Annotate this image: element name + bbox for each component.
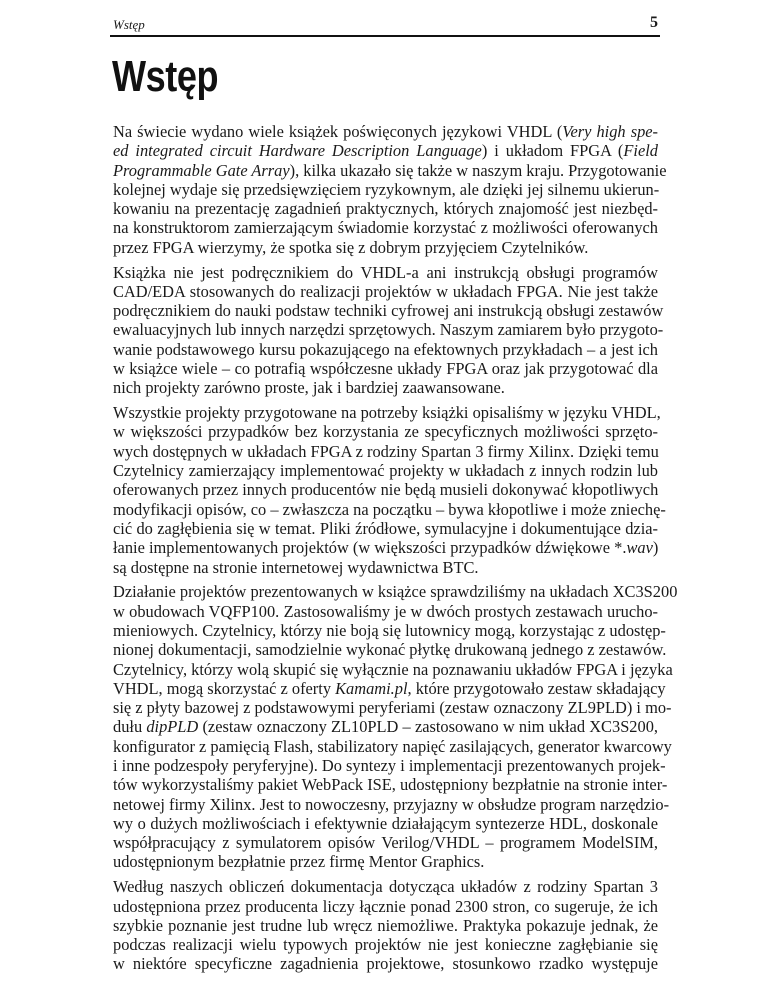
text-segment: ) xyxy=(652,538,659,558)
italic-text: ed integrated circuit Hardware Description Language xyxy=(113,141,482,161)
text-segment: przez FPGA wierzymy, że spotka się z dobrym przyjęciem Czytelników. xyxy=(113,237,589,257)
text-line xyxy=(113,218,658,237)
text-segment: współpracujący z symulatorem opisów Verilog/VHDL – programem ModelSIM, xyxy=(113,833,658,853)
text-segment: dułu xyxy=(113,717,147,737)
text-segment: CAD/EDA stosowanych do realizacji projektów w układach FPGA. Nie jest także xyxy=(113,281,658,301)
text-line xyxy=(113,160,667,180)
text-segment: Na świecie wydano wiele książek poświęconych językowi VHDL ( xyxy=(113,122,563,141)
text-line xyxy=(113,519,658,538)
text-segment: na konstruktorom zamierzającym świadomie korzystać z możliwości oferowanych xyxy=(113,218,658,238)
running-head xyxy=(113,14,658,34)
text-segment: ) i układom FPGA ( xyxy=(481,141,624,161)
text-line xyxy=(113,238,658,257)
header-rule xyxy=(110,35,660,37)
italic-text: dipPLD xyxy=(146,717,199,737)
paragraph xyxy=(113,262,664,398)
text-segment: Czytelnicy, którzy wolą skupić się wyłącznie na poznawaniu układów FPGA i języka xyxy=(113,659,673,679)
text-line xyxy=(113,122,658,141)
text-segment: ewaluacyjnych lub innych narzędzi sprzętowych. Naszym zamiarem było przygoto- xyxy=(113,320,664,340)
text-segment: VHDL, mogą skorzystać z oferty xyxy=(113,678,336,698)
text-line xyxy=(113,698,672,718)
italic-text: Programmable Gate Array xyxy=(113,160,290,180)
text-segment: Czytelnicy zamierzający implementować projekty w układach z innych rodzin lub xyxy=(113,461,658,481)
italic-text: Very high spe- xyxy=(562,122,659,141)
text-line xyxy=(113,301,664,321)
text-segment: łanie implementowanych projektów (w większości przypadków dźwiękowe *. xyxy=(113,538,627,558)
text-segment: szybkie poznanie jest trudne lub wręcz niemożliwe. Praktyka pokazuje jednak, że xyxy=(113,915,658,935)
text-line xyxy=(113,180,658,199)
text-line xyxy=(113,403,661,423)
text-segment: cić do zagłębienia się w temat. Pliki źródłowe, symulacyjne i dokumentujące dzia- xyxy=(113,518,658,538)
italic-text: Kamami.pl xyxy=(335,678,408,698)
text-segment: i inne podzespoły peryferyjne). Do syntezy i implementacji prezentowanych projek- xyxy=(113,756,666,775)
text-line xyxy=(113,538,658,557)
text-line xyxy=(113,442,658,461)
text-line xyxy=(113,794,670,814)
paragraph xyxy=(113,122,667,257)
text-segment: wanie podstawowego kursu pokazującego na efektownych przykładach – a jest ich xyxy=(113,339,658,359)
text-segment: netowej firmy Xilinx. Jest to nowoczesny, przyjazny w obsłudze program narzędzio- xyxy=(113,794,670,814)
text-segment: Według naszych obliczeń dokumentacja dotycząca układów z rodziny Spartan 3 xyxy=(113,877,658,897)
italic-text: wav xyxy=(626,538,653,558)
text-segment: , które przygotowało zestaw składający xyxy=(407,678,666,698)
text-line xyxy=(113,833,658,852)
text-segment: są dostępne na stronie internetowej wydawnictwa BTC. xyxy=(113,557,479,577)
text-segment: podręcznikiem do nauki podstaw techniki cyfrowej ani instrukcją obsługi zestawów xyxy=(113,301,664,321)
text-line xyxy=(113,378,658,397)
text-line xyxy=(113,935,658,954)
text-segment: kolejnej wydaje się przedsięwzięciem ryzykownym, ale dzięki jej silnemu ukierun- xyxy=(113,179,660,199)
text-segment: w większości przypadków bez korzystania ze specyficznych możliwości sprzęto- xyxy=(113,422,658,442)
running-head-title: Wstęp xyxy=(113,17,145,32)
text-segment: Książka nie jest podręcznikiem do VHDL-a ani instrukcją obsługi programów xyxy=(113,262,658,282)
text-segment: wy o dużych możliwościach i efektywnie działającym syntezerze HDL, doskonale xyxy=(113,813,658,833)
text-line xyxy=(113,558,658,577)
text-line xyxy=(113,717,658,736)
text-line xyxy=(113,640,667,660)
text-line xyxy=(113,620,666,640)
text-segment: udostępniona przez producenta liczy łącznie ponad 2300 stron, co sugeruje, że ich xyxy=(113,896,658,916)
text-line xyxy=(113,954,658,973)
text-line xyxy=(113,582,678,602)
text-segment: podczas realizacji wielu typowych projektów nie jest konieczne zagłębianie się xyxy=(113,935,658,955)
page-number: 5 xyxy=(650,14,658,31)
text-segment: oferowanych przez innych producentów nie będą musieli dokonywać kłopotliwych xyxy=(113,480,659,500)
paragraph xyxy=(113,877,658,973)
text-segment: nionej dokumentacji, samodzielnie wykonać płytkę drukowaną jednego z zestawów. xyxy=(113,640,667,660)
text-line xyxy=(113,897,658,916)
text-segment: Wszystkie projekty przygotowane na potrzeby książki opisaliśmy w języku VHDL, xyxy=(113,403,661,423)
paragraph xyxy=(113,403,666,577)
chapter-title: Wstęp xyxy=(112,52,219,101)
text-segment: Działanie projektów prezentowanych w książce sprawdziliśmy na układach XC3S200 xyxy=(113,582,678,602)
text-segment: w obudowach VQFP100. Zastosowaliśmy je w dwóch prostych zestawach urucho- xyxy=(113,601,658,621)
text-segment: nich projekty zarówno proste, jak i bardziej zaawansowane. xyxy=(113,378,505,398)
text-line xyxy=(113,916,658,935)
text-segment: mieniowych. Czytelnicy, którzy nie boją się lutownicy mogą, korzystając z udostęp- xyxy=(113,620,666,640)
text-line xyxy=(113,320,664,340)
text-segment: w książce wiele – co potrafią współczesne układy FPGA oraz jak przygotować dla xyxy=(113,359,658,379)
body-text xyxy=(113,122,678,979)
text-segment: kowaniu na prezentację zagadnień praktycznych, których znajomość jest niezbęd- xyxy=(113,199,658,219)
text-line xyxy=(113,141,658,160)
italic-text: Field xyxy=(623,141,658,161)
text-segment: udostępnionym bezpłatnie przez firmę Mentor Graphics. xyxy=(113,852,485,872)
text-line xyxy=(113,659,673,679)
text-line xyxy=(113,736,672,756)
text-line xyxy=(113,499,666,519)
text-line xyxy=(113,480,658,499)
text-line xyxy=(113,775,668,795)
text-segment: modyfikacji opisów, co – zwłaszcza na początku – bywa kłopotliwe i może zniechę- xyxy=(113,499,666,519)
text-line xyxy=(113,282,658,301)
text-line xyxy=(113,814,658,833)
text-line xyxy=(113,340,658,359)
paragraph xyxy=(113,582,678,872)
text-segment: w niektóre specyficzne zagadnienia projektowe, stosunkowo rzadko występuje xyxy=(113,954,658,974)
text-line xyxy=(113,602,658,621)
text-line xyxy=(113,422,658,441)
text-segment: tów wykorzystaliśmy pakiet WebPack ISE, udostępniony bezpłatnie na stronie inter- xyxy=(113,775,668,795)
text-line xyxy=(113,756,666,775)
text-line xyxy=(113,852,658,871)
text-line xyxy=(113,877,658,896)
text-line xyxy=(113,359,658,378)
text-segment: konfigurator z pamięcią Flash, stabilizatory napięć zasilających, generator kwarcowy xyxy=(113,736,672,756)
text-segment: wych dostępnych w układach FPGA z rodziny Spartan 3 firmy Xilinx. Dzięki temu xyxy=(113,441,659,461)
text-line xyxy=(113,263,658,282)
text-segment: ), kilka ukazało się także w naszym kraju. Przygotowanie xyxy=(289,160,667,180)
text-line xyxy=(113,461,658,480)
text-line xyxy=(113,678,666,698)
text-segment: (zestaw oznaczony ZL10PLD – zastosowano w nim układ XC3S200, xyxy=(198,717,658,737)
text-line xyxy=(113,199,658,218)
text-segment: się z płyty bazowej z podstawowymi peryferiami (zestaw oznaczony ZL9PLD) i mo- xyxy=(113,698,672,718)
